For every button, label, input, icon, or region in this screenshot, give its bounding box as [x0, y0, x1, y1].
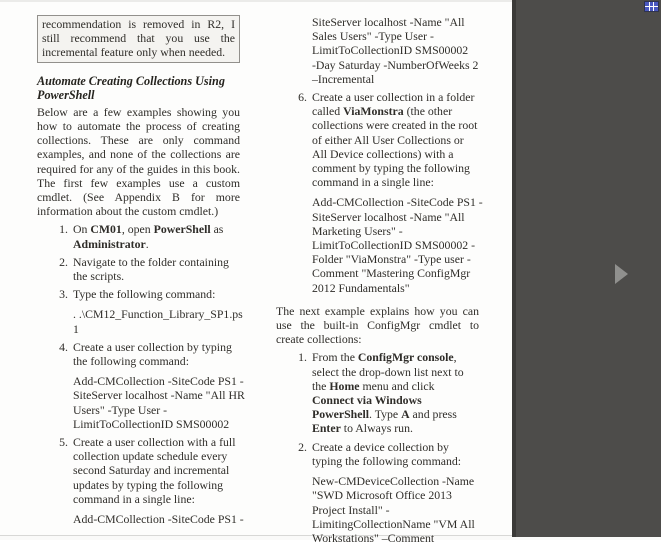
- numbered-step-list: [276, 350, 479, 545]
- list-item-number: 5.: [59, 435, 68, 450]
- note-text: recommendation is removed in R2, I still recommend that you use the incremental feature only when needed.: [42, 17, 235, 60]
- list-item: [276, 440, 479, 468]
- list-item-text: Create a user collection with a full collection update schedule every second Saturday and incremental updates by typing the following command in a single line:: [73, 435, 236, 506]
- list-item-number: 1.: [298, 350, 307, 365]
- list-item-number: 6.: [298, 90, 307, 105]
- list-item-text: From the ConfigMgr console, select the drop-down list next to the Home menu and click Connect via Windows PowerShell. Type A and press Enter to Always run.: [312, 350, 464, 436]
- command-text: Add-CMCollection -SiteCode PS1 -: [73, 512, 244, 527]
- page-column-right: [276, 15, 483, 549]
- list-item-number: 2.: [298, 439, 307, 454]
- grid-view-icon[interactable]: [644, 1, 659, 12]
- page-column-left: [37, 15, 245, 530]
- intro-paragraph: Below are a few examples showing you how to automate the process of creating collections. These are only command examples, and none of the collections are required for any of the guides in this book. The first few examples use a custom cmdlet. (See Appendix B for more information about the custom cmdlet.): [37, 104, 240, 219]
- command-text: New-CMDeviceCollection -Name "SWD Microsoft Office 2013 Project Install" - LimitingCollectionName "VM All Workstations" –Comment: [312, 474, 475, 545]
- list-item-text: Navigate to the folder containing the scripts.: [73, 254, 229, 284]
- command-text: . .\CM12_Function_Library_SP1.ps 1: [73, 307, 243, 336]
- list-item-text: Create a user collection in a folder called ViaMonstra (the other collections were created in the root of either All User Collections or All Device collections) with a comment by typing the following command in a single line:: [312, 90, 478, 190]
- list-item: [276, 350, 479, 435]
- command-text: Add-CMCollection -SiteCode PS1 - SiteServer localhost -Name "All Marketing Users" - LimitToCollectionID SMS00002 - Folder "ViaMonstra" -Type user - Comment "Mastering ConfigMgr 2012 Fundamentals": [312, 195, 483, 295]
- command-text: Add-CMCollection -SiteCode PS1 - SiteServer localhost -Name "All HR Users" -Type User - LimitToCollectionID SMS00002: [73, 374, 245, 431]
- section-heading: Automate Creating Collections Using PowerShell: [37, 73, 225, 103]
- numbered-step-list: [37, 222, 245, 527]
- next-page-arrow-icon[interactable]: [615, 264, 628, 284]
- list-item-text: Type the following command:: [73, 287, 216, 302]
- list-item-text: Create a user collection by typing the following command:: [73, 339, 232, 369]
- transition-paragraph: The next example explains how you can use the built-in ConfigMgr cmdlet to create collections:: [276, 303, 479, 347]
- list-item-text: On CM01, open PowerShell as Administrator.: [73, 222, 224, 251]
- list-item: [37, 255, 240, 283]
- list-item-number: 1.: [59, 222, 68, 237]
- list-item: [37, 222, 240, 250]
- list-item-number: 3.: [59, 287, 68, 302]
- numbered-step-list: [276, 90, 483, 295]
- list-item: [37, 435, 240, 506]
- note-box: [37, 15, 240, 63]
- list-item-number: 4.: [59, 339, 68, 354]
- reader-side-panel: [512, 0, 661, 537]
- list-item: [37, 287, 240, 301]
- command-text-continued: SiteServer localhost -Name "All Sales Users" -Type User - LimitToCollectionID SMS00002 -Day Saturday -NumberOfWeeks 2 –Incremental: [312, 15, 479, 86]
- list-item-number: 2.: [59, 254, 68, 269]
- list-item-text: Create a device collection by typing the following command:: [312, 439, 462, 468]
- list-item: [276, 90, 479, 189]
- list-item: [37, 340, 240, 368]
